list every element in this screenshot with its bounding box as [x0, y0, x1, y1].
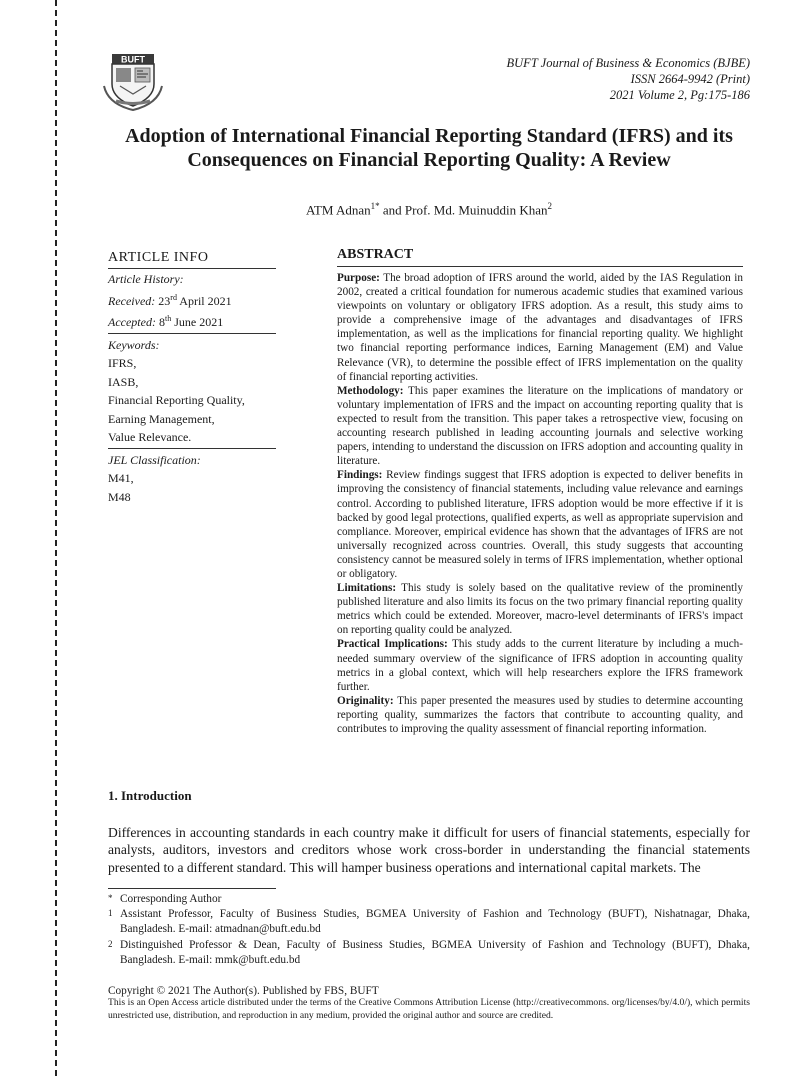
author-line: [108, 201, 750, 218]
abstract: [337, 246, 743, 736]
footnote-item: [108, 938, 750, 968]
abstract-findings: [337, 468, 743, 581]
accepted-day-suffix: th: [164, 314, 172, 323]
paper-title: Adoption of International Financial Reporting Standard (IFRS) and its Consequences on Financial Reporting Quality: A Review: [125, 125, 733, 171]
abstract-purpose: [337, 271, 743, 384]
article-history-label: Article History:: [108, 272, 184, 286]
footnote-text: Corresponding Author: [120, 893, 222, 905]
received-label: Received:: [108, 293, 156, 308]
abstract-heading: ABSTRACT: [337, 246, 743, 267]
buft-logo: [98, 46, 168, 112]
article-history-section: [108, 270, 276, 334]
footnote-mark: *: [108, 893, 113, 903]
abstract-section-text: The broad adoption of IFRS around the world, aided by the IAS Regulation in 2002, created a critical foundation for numerous academic studies that examined various viewpoints on voluntary or obligatory IFRS adoption. As a result, this study aims to provide a comprehensive image of the advantages and disadvantages of IFRS implementation, as well as the implications for financial reporting quality. We highlight two financial reporting performance indices, Earning Management (EM) and Value Relevance (VR), to determine the possible effect of IFRS implementation on the quality of financial reporting activities.: [337, 272, 743, 383]
accepted-date: [108, 310, 276, 332]
abstract-section-text: This study is solely based on the qualitative review of the prominently published literature and also limits its focus on the two primary financial reporting quality metrics which could be extended. Moreover, macro-level determinants of IFRS's impact on reporting quality could be analyzed.: [337, 582, 743, 637]
keyword-item: Value Relevance.: [108, 430, 192, 444]
abstract-section-label: Practical Implications:: [337, 638, 448, 651]
jel-code: M48: [108, 489, 131, 504]
footnote-text: Distinguished Professor & Dean, Faculty of Business Studies, BGMEA University of Fashion and Technology (BUFT), Dhaka, Bangladesh. E-mail: mmk@buft.edu.bd: [120, 938, 750, 966]
journal-name: BUFT Journal of Business & Economics (BJBE): [506, 56, 750, 70]
received-day-suffix: rd: [170, 292, 177, 302]
jel-label: JEL Classification:: [108, 452, 201, 467]
jel-section: [108, 451, 276, 508]
footnote-divider: [108, 888, 276, 889]
journal-volume: 2021 Volume 2, Pg:175-186: [609, 88, 750, 102]
accepted-day: 8: [155, 315, 165, 329]
keywords-section: [108, 336, 276, 449]
logo-text: BUFT: [121, 54, 145, 65]
footnote-item: [108, 892, 750, 907]
received-day: 23: [155, 293, 171, 308]
accepted-month-year: June 2021: [171, 315, 224, 329]
copyright-notice: Copyright © 2021 The Author(s). Published by FBS, BUFT: [108, 985, 379, 997]
abstract-section-label: Findings:: [337, 469, 383, 482]
article-info-heading: ARTICLE INFO: [108, 249, 276, 269]
footnote-mark: 2: [108, 938, 113, 949]
footnotes: [108, 892, 750, 968]
license-notice: This is an Open Access article distributed under the terms of the Creative Commons Attribution License (http://creativecommons. org/licenses/by/4.0/), which permits unrestricted use, distribution, and reproduction in any medium, provided the original author and source are credited.: [108, 997, 750, 1021]
introduction-paragraph: Differences in accounting standards in each country make it difficult for users of financial statements, especially for analysts, auditors, investors and creditors whose work cross-border in understanding the financial statements presented to a different standard. This will hamper business operations and international capital markets. The: [108, 825, 750, 875]
abstract-section-label: Purpose:: [337, 272, 380, 284]
footnote-text: Assistant Professor, Faculty of Business Studies, BGMEA University of Fashion and Technology (BUFT), Nishatnagar, Dhaka, Bangladesh. E-mail: atmadnan@buft.edu.bd: [120, 908, 750, 936]
journal-info: [507, 55, 750, 103]
keywords-label: Keywords:: [108, 337, 160, 352]
abstract-section-label: Originality:: [337, 694, 394, 707]
keyword-item: IFRS,: [108, 356, 137, 370]
keyword-item: Financial Reporting Quality,: [108, 393, 245, 407]
author-connector: and: [379, 202, 405, 218]
abstract-section-text: This study adds to the current literature by including a much-needed summary overview of the significance of IFRS adoption in accounting quality metrics in a global context, which will help researchers explore the IFRS framework further.: [337, 638, 743, 693]
section-heading-introduction: 1. Introduction: [108, 788, 192, 803]
abstract-section-text: This paper presented the measures used by studies to determine accounting reporting quality, summarizes the factors that contribute to accounting quality, and contributes to improving the quality assessment of financial reporting information.: [337, 694, 743, 735]
article-info-panel: [108, 249, 276, 509]
author-1-affiliation-mark: 1*: [370, 201, 380, 211]
received-date: [108, 289, 276, 311]
author-2-affiliation-mark: 2: [547, 201, 553, 211]
footnote-item: [108, 907, 750, 937]
abstract-section-label: Methodology:: [337, 384, 404, 397]
keyword-item: Earning Management,: [108, 411, 215, 426]
author-2: Prof. Md. Muinuddin Khan: [404, 202, 548, 218]
accepted-label: Accepted:: [108, 315, 156, 329]
abstract-practical-implications: [337, 637, 743, 693]
abstract-section-label: Limitations:: [337, 582, 397, 595]
author-1: ATM Adnan: [305, 202, 371, 218]
keyword-item: IASB,: [108, 374, 139, 389]
jel-code: M41,: [108, 471, 134, 485]
page-edge-dashed-line: [55, 0, 57, 1076]
abstract-section-text: Review findings suggest that IFRS adoption is expected to deliver benefits in improving the consistency of financial statements, including value relevance and earnings control. According to published literature, IFRS adoption would be more effective if it is backed by good legal protections, qualified experts, as well as appropriate supervision and compliance. Moreover, empirical evidence has shown that the advantages of IFRS are not universally recognized across countries. Overall, this study suggests that accounting consistency cannot be measured solely in terms of IFRS implementation, whether optional or obligatory.: [337, 469, 743, 580]
footnote-mark: 1: [108, 908, 113, 919]
abstract-methodology: [337, 384, 743, 469]
abstract-section-text: This paper examines the literature on the implications of mandatory or voluntary implementation of IFRS and the impact on accounting reporting quality that is expected to result from the transition. This paper takes a retrospective view, focusing on accounting research published in leading accounting journals and selective working papers, intending to understand the discussion on IFRS adoption and accounting quality in literature.: [337, 384, 743, 468]
received-month-year: April 2021: [176, 293, 232, 308]
abstract-originality: [337, 694, 743, 736]
journal-issn: ISSN 2664-9942 (Print): [630, 72, 750, 86]
abstract-limitations: [337, 581, 743, 637]
